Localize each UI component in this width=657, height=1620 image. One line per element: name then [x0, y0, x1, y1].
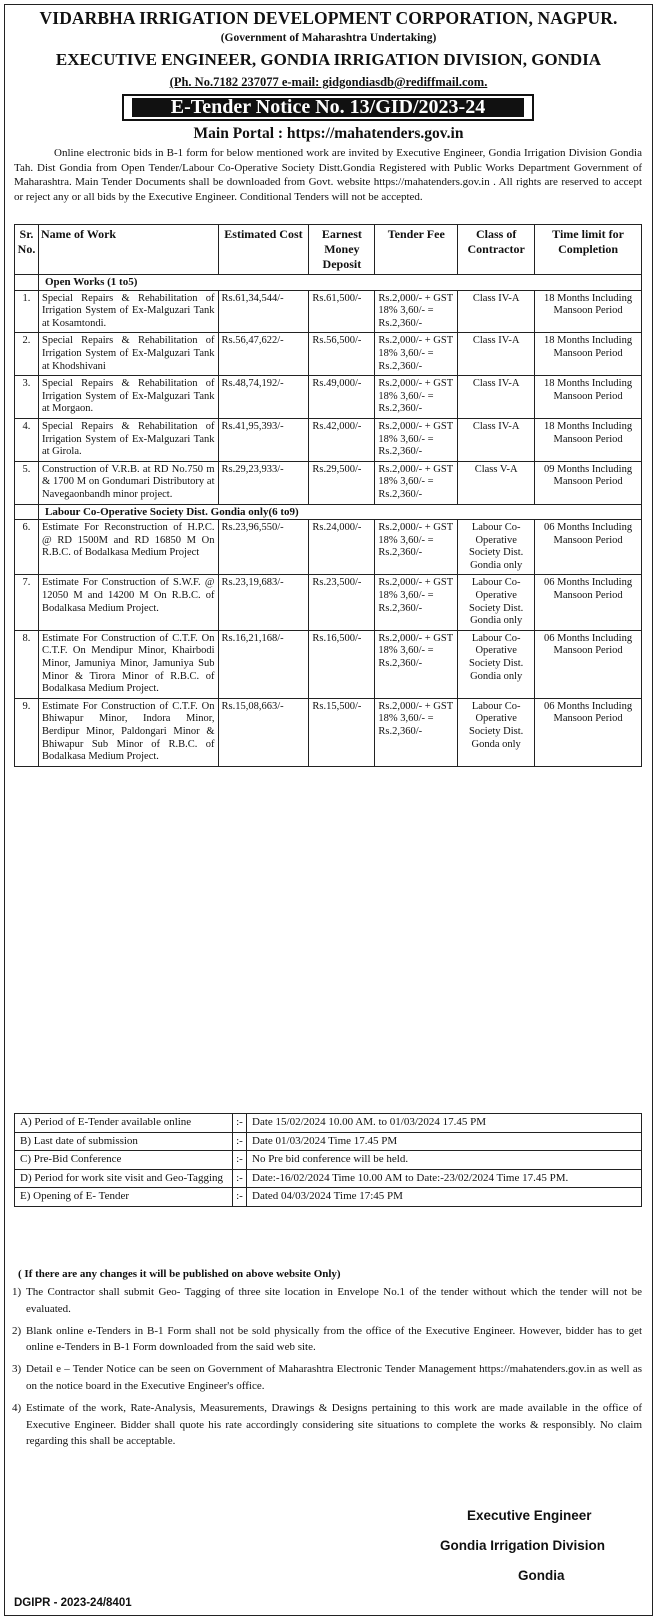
tender-fee-cell: Rs.2,000/- + GST 18% 3,60/- = Rs.2,360/- — [375, 333, 458, 376]
schedule-table — [14, 1113, 642, 1207]
tender-fee-cell: Rs.2,000/- + GST 18% 3,60/- = Rs.2,360/- — [375, 418, 458, 461]
schedule-value: Date 01/03/2024 Time 17.45 PM — [247, 1132, 642, 1151]
tender-fee-cell: Rs.2,000/- + GST 18% 3,60/- = Rs.2,360/- — [375, 290, 458, 333]
section-label: Labour Co-Operative Society Dist. Gondia only(6 to9) — [38, 504, 641, 520]
schedule-row — [15, 1169, 642, 1188]
office-name: EXECUTIVE ENGINEER, GONDIA IRRIGATION DIVISION, GONDIA — [55, 50, 602, 69]
section-labour-society — [15, 504, 642, 520]
section-open-works — [15, 275, 642, 291]
table-row — [15, 290, 642, 333]
schedule-row — [15, 1132, 642, 1151]
time-limit-cell: 18 Months Including Mansoon Period — [535, 376, 642, 419]
condition-number: 3) — [12, 1363, 22, 1376]
condition-item — [12, 1284, 642, 1318]
table-row — [15, 520, 642, 575]
schedule-label: B) Last date of submission — [15, 1132, 233, 1151]
condition-item — [12, 1400, 642, 1450]
section-label: Open Works (1 to5) — [38, 275, 641, 291]
contact-line: (Ph. No.7182 237077 e-mail: gidgondiasdb@rediffmail.com. — [169, 75, 488, 89]
schedule-sep: :- — [233, 1188, 247, 1207]
emd-cell: Rs.23,500/- — [309, 575, 375, 630]
time-limit-cell: 06 Months Including Mansoon Period — [535, 698, 642, 766]
schedule-sep: :- — [233, 1132, 247, 1151]
schedule-value: No Pre bid conference will be held. — [247, 1151, 642, 1170]
section-sr-cell — [15, 275, 39, 291]
sr-cell: 7. — [15, 575, 39, 630]
notice-title: E-Tender Notice No. 13/GID/2023-24 — [132, 98, 524, 117]
condition-text: Detail e – Tender Notice can be seen on Government of Maharashtra Electronic Tender Management https://mahatenders.gov.in as well as on the notice board in the Executive Engineer's office. — [26, 1363, 642, 1392]
header-time: Time limit for Completion — [535, 225, 642, 275]
condition-item — [12, 1361, 642, 1395]
work-name-cell: Estimate For Reconstruction of H.P.C. @ RD 1500M and RD 16850 M On R.B.C. of Bodalkasa Medium Project — [38, 520, 218, 575]
work-name-cell: Construction of V.R.B. at RD No.750 m & 1700 M on Gondumari Distributory at Navegaonbandh minor project. — [38, 461, 218, 504]
work-name-cell: Special Repairs & Rehabilitation of Irrigation System of Ex-Malguzari Tank at Morgaon. — [38, 376, 218, 419]
emd-cell: Rs.49,000/- — [309, 376, 375, 419]
table-header-row — [15, 225, 642, 275]
sr-cell: 3. — [15, 376, 39, 419]
tender-fee-cell: Rs.2,000/- + GST 18% 3,60/- = Rs.2,360/- — [375, 376, 458, 419]
time-limit-cell: 06 Months Including Mansoon Period — [535, 520, 642, 575]
tender-fee-cell: Rs.2,000/- + GST 18% 3,60/- = Rs.2,360/- — [375, 630, 458, 698]
schedule-sep: :- — [233, 1169, 247, 1188]
header-sr: Sr. No. — [15, 225, 39, 275]
conditions-list — [12, 1284, 642, 1455]
estimated-cost-cell: Rs.23,19,683/- — [218, 575, 309, 630]
sr-cell: 5. — [15, 461, 39, 504]
signature-division: Gondia Irrigation Division — [440, 1538, 606, 1553]
contractor-class-cell: Class V-A — [458, 461, 535, 504]
condition-number: 2) — [12, 1324, 22, 1337]
table-row — [15, 376, 642, 419]
estimated-cost-cell: Rs.16,21,168/- — [218, 630, 309, 698]
contractor-class-cell: Class IV-A — [458, 333, 535, 376]
condition-item — [12, 1323, 642, 1357]
schedule-sep: :- — [233, 1114, 247, 1133]
time-limit-cell: 18 Months Including Mansoon Period — [535, 333, 642, 376]
notice-title-banner — [122, 94, 534, 121]
estimated-cost-cell: Rs.48,74,192/- — [218, 376, 309, 419]
contractor-class-cell: Class IV-A — [458, 290, 535, 333]
condition-text: Blank online e-Tenders in B-1 Form shall not be sold physically from the office of the Executive Engineer. However, bidder has to get online e-Tenders in B-1 Form downloaded from the said web site. — [26, 1324, 642, 1354]
time-limit-cell: 06 Months Including Mansoon Period — [535, 575, 642, 630]
estimated-cost-cell: Rs.56,47,622/- — [218, 333, 309, 376]
schedule-sep: :- — [233, 1151, 247, 1170]
schedule-label: C) Pre-Bid Conference — [15, 1151, 233, 1170]
emd-cell: Rs.24,000/- — [309, 520, 375, 575]
table-row — [15, 333, 642, 376]
header-cost: Estimated Cost — [218, 225, 309, 275]
tender-fee-cell: Rs.2,000/- + GST 18% 3,60/- = Rs.2,360/- — [375, 461, 458, 504]
tender-fee-cell: Rs.2,000/- + GST 18% 3,60/- = Rs.2,360/- — [375, 575, 458, 630]
contractor-class-cell: Class IV-A — [458, 418, 535, 461]
schedule-label: A) Period of E-Tender available online — [15, 1114, 233, 1133]
estimated-cost-cell: Rs.15,08,663/- — [218, 698, 309, 766]
table-row — [15, 575, 642, 630]
signature-place: Gondia — [518, 1568, 565, 1583]
time-limit-cell: 18 Months Including Mansoon Period — [535, 290, 642, 333]
contractor-class-cell: Labour Co-Operative Society Dist. Gondia only — [458, 575, 535, 630]
time-limit-cell: 09 Months Including Mansoon Period — [535, 461, 642, 504]
emd-cell: Rs.16,500/- — [309, 630, 375, 698]
condition-number: 1) — [12, 1286, 22, 1298]
schedule-body — [15, 1114, 642, 1207]
changes-note: ( If there are any changes it will be published on above website Only) — [18, 1268, 341, 1280]
signature-title: Executive Engineer — [467, 1508, 592, 1523]
schedule-row — [15, 1188, 642, 1207]
dgipr-code: DGIPR - 2023-24/8401 — [14, 1597, 132, 1609]
estimated-cost-cell: Rs.23,96,550/- — [218, 520, 309, 575]
emd-cell: Rs.42,000/- — [309, 418, 375, 461]
work-name-cell: Special Repairs & Rehabilitation of Irrigation System of Ex-Malguzari Tank at Kosamtondi. — [38, 290, 218, 333]
schedule-label: E) Opening of E- Tender — [15, 1188, 233, 1207]
sr-cell: 2. — [15, 333, 39, 376]
sr-cell: 6. — [15, 520, 39, 575]
work-name-cell: Estimate For Construction of C.T.F. On C.T.F. On Mendipur Minor, Khairbodi Minor, Jamuniya Minor, Jamuniya Sub Minor & Tirora Minor of R.B.C. of Bodalkasa Medium Project. — [38, 630, 218, 698]
schedule-row — [15, 1114, 642, 1133]
emd-cell: Rs.15,500/- — [309, 698, 375, 766]
schedule-value: Date:-16/02/2024 Time 10.00 AM to Date:-23/02/2024 Time 17.45 PM. — [247, 1169, 642, 1188]
work-name-cell: Special Repairs & Rehabilitation of Irrigation System of Ex-Malguzari Tank at Khodshivani — [38, 333, 218, 376]
schedule-row — [15, 1151, 642, 1170]
contractor-class-cell: Labour Co-Operative Society Dist. Gondia only — [458, 630, 535, 698]
contractor-class-cell: Class IV-A — [458, 376, 535, 419]
condition-number: 4) — [12, 1401, 22, 1414]
emd-cell: Rs.56,500/- — [309, 333, 375, 376]
intro-paragraph: Online electronic bids in B-1 form for below mentioned work are invited by Executive Engineer, Gondia Irrigation Division Gondia Tah. Dist Gondia from Open Tender/Labour Co-Operative Society Distt.Gondia Registered with Public Works Department Government of Maharashtra. Main Tender Documents shall be downloaded from Govt. website https://mahatenders.gov.in . All rights are reserved to accept or reject any or all bids by the Executive Engineer. Conditional Tenders will not be accepted. — [14, 147, 642, 203]
emd-cell: Rs.29,500/- — [309, 461, 375, 504]
schedule-value: Dated 04/03/2024 Time 17:45 PM — [247, 1188, 642, 1207]
main-portal: Main Portal : https://mahatenders.gov.in — [193, 125, 464, 142]
time-limit-cell: 06 Months Including Mansoon Period — [535, 630, 642, 698]
schedule-label: D) Period for work site visit and Geo-Tagging — [15, 1169, 233, 1188]
section-sr-cell — [15, 504, 39, 520]
table-row — [15, 461, 642, 504]
header-fee: Tender Fee — [375, 225, 458, 275]
estimated-cost-cell: Rs.29,23,933/- — [218, 461, 309, 504]
contractor-class-cell: Labour Co-Operative Society Dist. Gonda only — [458, 698, 535, 766]
work-name-cell: Estimate For Construction of C.T.F. On Bhiwapur Minor, Indora Minor, Berdipur Minor, Paldongari Minor & Bhiwapur Sub Minor of R.B.C. of Bodalkasa Medium Project. — [38, 698, 218, 766]
gov-undertaking: (Government of Maharashtra Undertaking) — [220, 32, 437, 44]
sr-cell: 1. — [15, 290, 39, 333]
works-body — [15, 275, 642, 767]
sr-cell: 8. — [15, 630, 39, 698]
tender-fee-cell: Rs.2,000/- + GST 18% 3,60/- = Rs.2,360/- — [375, 520, 458, 575]
table-row — [15, 698, 642, 766]
header-name: Name of Work — [38, 225, 218, 275]
header-emd: Earnest Money Deposit — [309, 225, 375, 275]
time-limit-cell: 18 Months Including Mansoon Period — [535, 418, 642, 461]
header-class: Class of Contractor — [458, 225, 535, 275]
org-name: VIDARBHA IRRIGATION DEVELOPMENT CORPORATION, NAGPUR. — [39, 8, 618, 28]
work-name-cell: Special Repairs & Rehabilitation of Irrigation System of Ex-Malguzari Tank at Girola. — [38, 418, 218, 461]
contractor-class-cell: Labour Co-Operative Society Dist. Gondia only — [458, 520, 535, 575]
schedule-value: Date 15/02/2024 10.00 AM. to 01/03/2024 17.45 PM — [247, 1114, 642, 1133]
sr-cell: 4. — [15, 418, 39, 461]
estimated-cost-cell: Rs.41,95,393/- — [218, 418, 309, 461]
table-row — [15, 630, 642, 698]
estimated-cost-cell: Rs.61,34,544/- — [218, 290, 309, 333]
tender-fee-cell: Rs.2,000/- + GST 18% 3,60/- = Rs.2,360/- — [375, 698, 458, 766]
condition-text: Estimate of the work, Rate-Analysis, Measurements, Drawings & Designs pertaining to this work are made available in the office of Executive Engineer. Bidder shall quote his rate accordingly considering site situations to complete the works & responsibly. No claim regarding this shall be acceptable. — [26, 1401, 642, 1448]
works-table — [14, 224, 642, 767]
work-name-cell: Estimate For Construction of S.W.F. @ 12050 M and 14200 M On R.B.C. of Bodalkasa Medium Project. — [38, 575, 218, 630]
emd-cell: Rs.61,500/- — [309, 290, 375, 333]
sr-cell: 9. — [15, 698, 39, 766]
condition-text: The Contractor shall submit Geo- Tagging of three site location in Envelope No.1 of the tender without which the tender will not be evaluated. — [26, 1286, 642, 1315]
table-row — [15, 418, 642, 461]
